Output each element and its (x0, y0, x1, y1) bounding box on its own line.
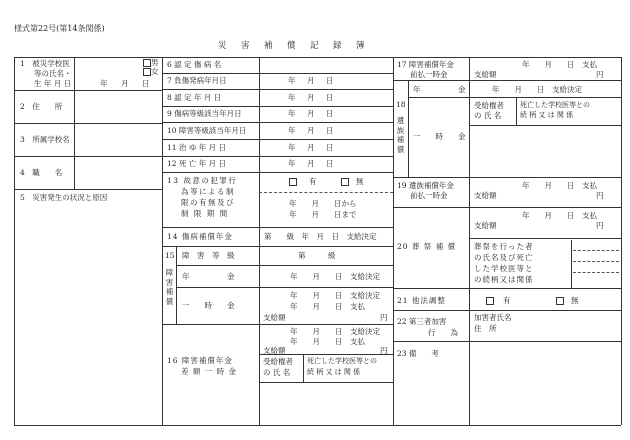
r13-yes-checkbox[interactable] (289, 178, 297, 186)
r16-yen: 円 (380, 346, 388, 355)
r12-value: 年 月 日 (288, 159, 336, 168)
female-checkbox[interactable] (143, 68, 151, 76)
position-label: 4 職 名 (20, 168, 63, 177)
r20-dash-1 (573, 250, 619, 251)
victim-name-label: 1 被災学校医 (20, 59, 70, 68)
r20-dash-3 (573, 272, 619, 273)
right-line-19 (393, 207, 621, 208)
right-line-18a (408, 97, 621, 98)
r15-decision: 年 月 日 支給決定 (290, 291, 380, 300)
address-label: 2 住 所 (20, 102, 63, 111)
mid-line-8 (162, 106, 393, 107)
r15-num: 15 (165, 251, 175, 260)
r20-yen: 円 (596, 221, 604, 230)
r18-relation-b: 続 柄 又 は 関 係 (520, 111, 574, 119)
r22-offender-name: 加害者氏名 (474, 313, 512, 322)
r10-value: 年 月 日 (288, 126, 336, 135)
frame-bottom (14, 425, 621, 426)
frame-right (621, 57, 622, 425)
r16-label-a: 16 障害補償年金 (167, 356, 233, 365)
left-line-1 (14, 90, 162, 91)
r12-label: 12 死 亡 年 月 日 (167, 159, 226, 168)
left-line-2 (14, 123, 162, 124)
r20-line (469, 238, 621, 239)
r20-dash-2 (573, 261, 619, 262)
r18-sub-divider (516, 97, 517, 125)
r15-annuity-value: 年 月 日 支給決定 (290, 272, 380, 281)
mid-line-15c (162, 324, 393, 325)
r8-value: 年 月 日 (288, 93, 336, 102)
incident-label: 5 災害発生の状況と原因 (20, 193, 108, 202)
r15-vert-divider (176, 246, 177, 324)
r18-recipient-b: の 氏 名 (474, 111, 502, 120)
r16-recipient-a: 受給権者 (263, 357, 293, 366)
school-label: 3 所属学校名 (20, 135, 70, 144)
r21-no-checkbox[interactable] (556, 297, 564, 305)
r20-amount-label: 支給額 (474, 221, 497, 230)
birth-date: 年 月 日 (100, 79, 153, 88)
r16-amount-label: 支給額 (263, 346, 286, 355)
r17-yen: 円 (596, 70, 604, 79)
victim-name-label-3: 生 年 月 日 (34, 79, 72, 88)
r16-line (259, 354, 393, 355)
r15-paid: 年 月 日 支払 (290, 302, 365, 311)
female-label: 女 (151, 67, 159, 76)
r10-label: 10 障害等級該当年月日 (167, 126, 247, 135)
right-line-21 (393, 310, 621, 311)
r19-label-a: 19 遺族補償年金 (397, 181, 454, 190)
r7-value: 年 月 日 (288, 76, 336, 85)
right-line-20 (393, 288, 621, 289)
mid-line-6 (162, 73, 393, 74)
r13-label-d: 制 限 期 間 (181, 209, 229, 218)
r15-yen: 円 (380, 313, 388, 322)
r15-amount-label: 支給額 (263, 313, 286, 322)
r14-label: 14 傷病補償年金 (167, 232, 233, 241)
male-checkbox[interactable] (143, 59, 151, 67)
form-id: 様式第22号(第14条関係) (14, 24, 105, 33)
r13-yes-label: 有 (309, 177, 317, 186)
mid-line-9 (162, 122, 393, 123)
r19-paid: 年 月 日 支払 (522, 181, 597, 190)
r7-label: 7 負傷発病年月日 (167, 76, 227, 85)
r20-sub-divider (571, 240, 572, 288)
r19-yen: 円 (596, 191, 604, 200)
left-line-3 (14, 156, 162, 157)
r18-recipient-a: 受給権者 (474, 101, 504, 110)
r13-dashed-line (259, 192, 393, 193)
r16-paid: 年 月 日 支払 (290, 337, 365, 346)
r21-no-label: 無 (571, 296, 579, 305)
r13-no-checkbox[interactable] (341, 178, 349, 186)
r18-decision: 年 月 日 支給決定 (492, 85, 582, 94)
r6-label: 6 認 定 傷 病 名 (167, 60, 222, 69)
r11-label: 11 治 ゆ 年 月 日 (167, 143, 226, 152)
r16-line-b (259, 382, 393, 383)
r13-label-c: 限の有無及び (181, 198, 235, 207)
r19-amount-label: 支給額 (474, 191, 497, 200)
male-label: 男 (151, 58, 159, 67)
mid-line-7 (162, 89, 393, 90)
frame-top (14, 57, 621, 58)
mid-inner-divider (259, 57, 260, 425)
r21-yes-checkbox[interactable] (486, 297, 494, 305)
r15-annuity-label: 年 金 (182, 272, 235, 281)
r22-address: 住 所 (474, 324, 497, 333)
right-line-18b (469, 125, 621, 126)
r20-label: 20 葬 祭 補 償 (397, 242, 457, 251)
r13-to: 年 月 日まで (289, 210, 357, 219)
mid-line-15b (176, 287, 393, 288)
mid-line-14 (162, 246, 393, 247)
r18-vert-divider (408, 80, 409, 177)
r13-label-b: 為等による制 (181, 187, 235, 196)
r17-label-a: 17 障害補償年金 (397, 60, 454, 69)
right-inner-divider (469, 57, 470, 425)
r22-label-a: 22 第三者加害 (397, 317, 447, 326)
r18-relation-a: 死亡した学校医等との (520, 101, 590, 109)
mid-line-15a (176, 265, 393, 266)
r17-paid: 年 月 日 支払 (522, 60, 597, 69)
col-divider-right (393, 57, 394, 425)
r20-funeral-d: の続柄又は関係 (474, 275, 534, 284)
victim-name-label-2: 等の氏名・ (34, 69, 72, 78)
right-line-22 (393, 341, 621, 342)
r15-grade-value: 第 級 (298, 251, 336, 260)
r20-funeral-b: の氏名及び死亡 (474, 253, 534, 262)
r21-yes-label: 有 (503, 296, 511, 305)
r16-relation-b: 続 柄 又 は 関 係 (307, 368, 361, 376)
r11-value: 年 月 日 (288, 143, 336, 152)
mid-line-12 (162, 172, 393, 173)
r21-label: 21 他法調整 (397, 296, 446, 305)
r16-sub-divider (303, 354, 304, 382)
r13-no-label: 無 (356, 177, 364, 186)
r17-amount-label: 支給額 (474, 70, 497, 79)
r16-label-b: 差 額 一 時 金 (181, 367, 238, 376)
r18-annuity-label: 年 金 (413, 85, 466, 94)
r9-value: 年 月 日 (288, 109, 336, 118)
mid-line-11 (162, 156, 393, 157)
col-divider-left (162, 57, 163, 425)
r9-label: 9 傷病等級該当年月日 (167, 109, 242, 118)
r17-label-b: 前払一時金 (410, 70, 448, 79)
mid-line-10 (162, 139, 393, 140)
r16-recipient-b: の 氏 名 (263, 368, 291, 377)
r14-value: 第 級 年 月 日 支給決定 (264, 232, 377, 241)
right-line-17 (393, 80, 621, 81)
r15-lump-label: 一 時 金 (182, 301, 235, 310)
r16-relation-a: 死亡した学校医等との (307, 357, 377, 365)
r18-num: 18 (396, 100, 406, 109)
r13-from: 年 月 日から (289, 199, 357, 208)
r13-label-a: 13 故意の犯罪行 (167, 176, 238, 185)
r18-vertical-label: 遺族補償 (396, 116, 405, 154)
r20-funeral-a: 葬祭を行った者 (474, 242, 534, 251)
mid-line-13 (162, 227, 393, 228)
r18-lump-label: 一 時 金 (413, 132, 466, 141)
r15-grade-label: 障 害 等 級 (182, 251, 235, 260)
left-line-4 (14, 189, 162, 190)
r20-paid: 年 月 日 支払 (522, 211, 597, 220)
r23-label: 23 備 考 (397, 349, 439, 358)
r20-funeral-c: した学校医等と (474, 264, 534, 273)
right-line-18 (393, 177, 621, 178)
r22-label-b: 行 為 (428, 328, 458, 337)
r16-decision: 年 月 日 支給決定 (290, 327, 380, 336)
page-title: 災 害 補 償 記 録 簿 (218, 41, 368, 51)
frame-left (14, 57, 15, 425)
r8-label: 8 認 定 年 月 日 (167, 93, 222, 102)
r15-vertical-label: 障害補償 (165, 268, 174, 306)
r19-label-b: 前払一時金 (410, 191, 448, 200)
